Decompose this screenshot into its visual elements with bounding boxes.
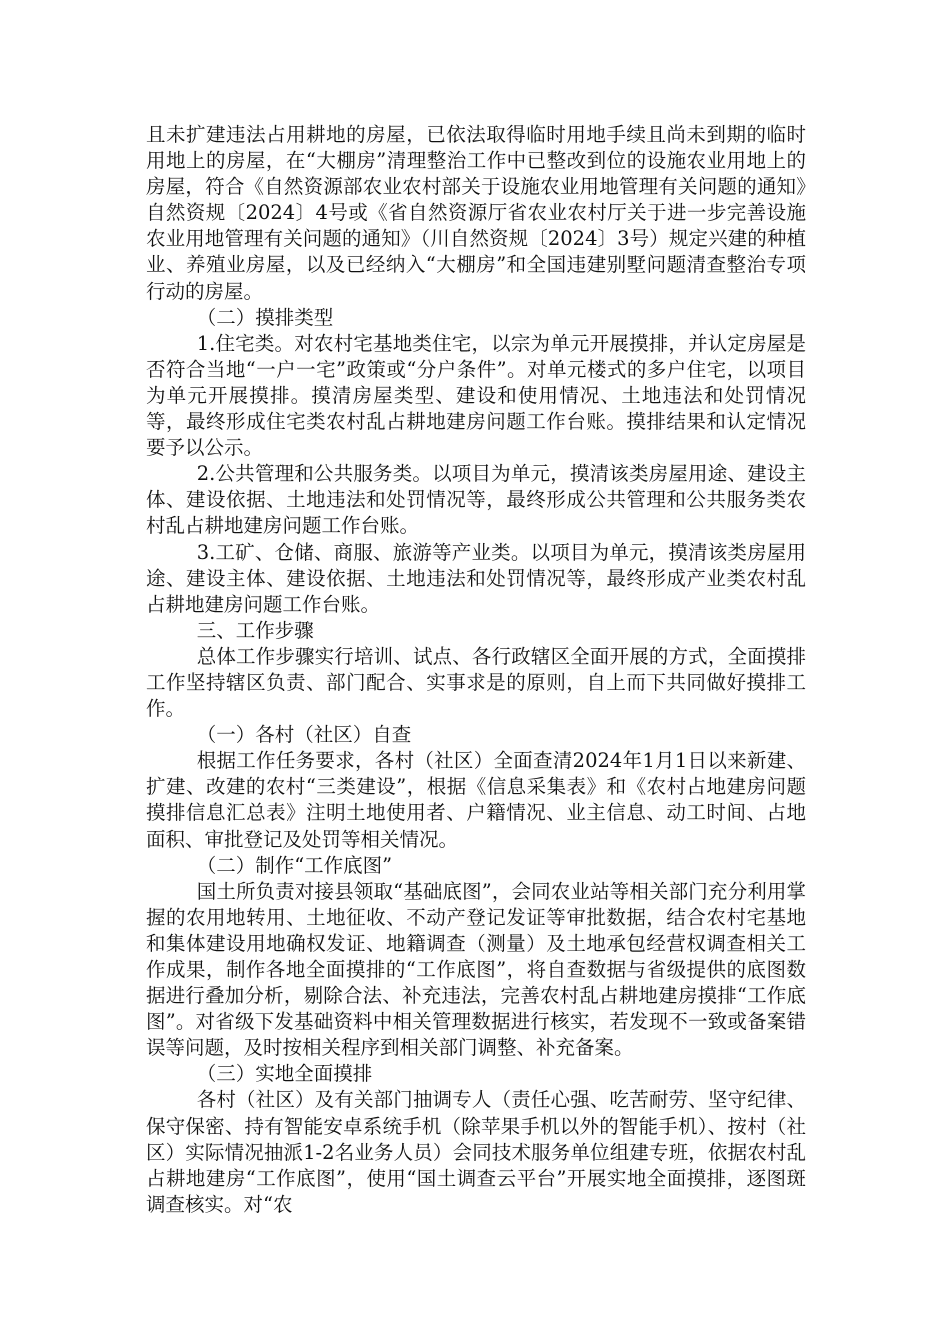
paragraph-industrial: 3.工矿、仓储、商服、旅游等产业类。以项目为单元，摸清该类房屋用途、建设主体、建设依据、土地违法和处罚情况等，最终形成产业类农村乱占耕地建房问题工作台账。 xyxy=(146,540,806,616)
section-heading-field-survey: （三）实地全面摸排 xyxy=(196,1062,373,1086)
section-heading-village-self-check: （一）各村（社区）自查 xyxy=(196,723,412,747)
paragraph-village-self-check: 根据工作任务要求，各村（社区）全面查清2024年1月1日以来新建、扩建、改建的农村“三类建设”，根据《信息采集表》和《农村占地建房问题摸排信息汇总表》注明土地使用者、户籍情况、业主信息、动工时间、占地面积、审批登记及处罚等相关情况。 xyxy=(146,749,806,851)
section-heading-work-base-map: （二）制作“工作底图” xyxy=(196,853,393,877)
paragraph-field-survey: 各村（社区）及有关部门抽调专人（责任心强、吃苦耐劳、坚守纪律、保守保密、持有智能安卓系统手机（除苹果手机以外的智能手机）、按村（社区）实际情况抽派1-2名业务人员）会同技术服务单位组建专班，依据农村乱占耕地建房“工作底图”，使用“国土调查云平台”开展实地全面摸排，逐图斑调查核实。对“农 xyxy=(146,1088,806,1216)
paragraph-public-services: 2.公共管理和公共服务类。以项目为单元，摸清该类房屋用途、建设主体、建设依据、土地违法和处罚情况等，最终形成公共管理和公共服务类农村乱占耕地建房问题工作台账。 xyxy=(146,462,806,538)
section-heading-survey-types: （二）摸排类型 xyxy=(196,305,334,329)
paragraph-residential: 1.住宅类。对农村宅基地类住宅，以宗为单元开展摸排，并认定房屋是否符合当地“一户一宅”政策或“分户条件”。对单元楼式的多户住宅，以项目为单元开展摸排。摸清房屋类型、建设和使用情况、土地违法和处罚情况等，最终形成住宅类农村乱占耕地建房问题工作台账。摸排结果和认定情况要予以公示。 xyxy=(146,331,806,460)
paragraph-overall-steps: 总体工作步骤实行培训、试点、各行政辖区全面开展的方式，全面摸排工作坚持辖区负责、部门配合、实事求是的原则，自上而下共同做好摸排工作。 xyxy=(146,644,806,721)
paragraph-work-base-map: 国土所负责对接县领取“基础底图”，会同农业站等相关部门充分利用掌握的农用地转用、土地征收、不动产登记发证等审批数据，结合农村宅基地和集体建设用地确权发证、地籍调查（测量）及土地承包经营权调查相关工作成果，制作各地全面摸排的“工作底图”，将自查数据与省级提供的底图数据进行叠加分析，剔除合法、补充违法，完善农村乱占耕地建房摸排“工作底图”。对省级下发基础资料中相关管理数据进行核实，若发现不一致或备案错误等问题，及时按相关程序到相关部门调整、补充备案。 xyxy=(146,879,806,1060)
section-heading-work-steps: 三、工作步骤 xyxy=(196,618,314,642)
document-page xyxy=(146,122,806,1218)
paragraph-continuation: 且未扩建违法占用耕地的房屋，已依法取得临时用地手续且尚未到期的临时用地上的房屋，在“大棚房”清理整治工作中已整改到位的设施农业用地上的房屋，符合《自然资源部农业农村部关于设施农业用地管理有关问题的通知》自然资规〔2024〕4号或《省自然资源厅省农业农村厅关于进一步完善设施农业用地管理有关问题的通知》（川自然资规〔2024〕3号）规定兴建的种植业、养殖业房屋，以及已经纳入“大棚房”和全国违建别墅问题清查整治专项行动的房屋。 xyxy=(146,123,806,303)
